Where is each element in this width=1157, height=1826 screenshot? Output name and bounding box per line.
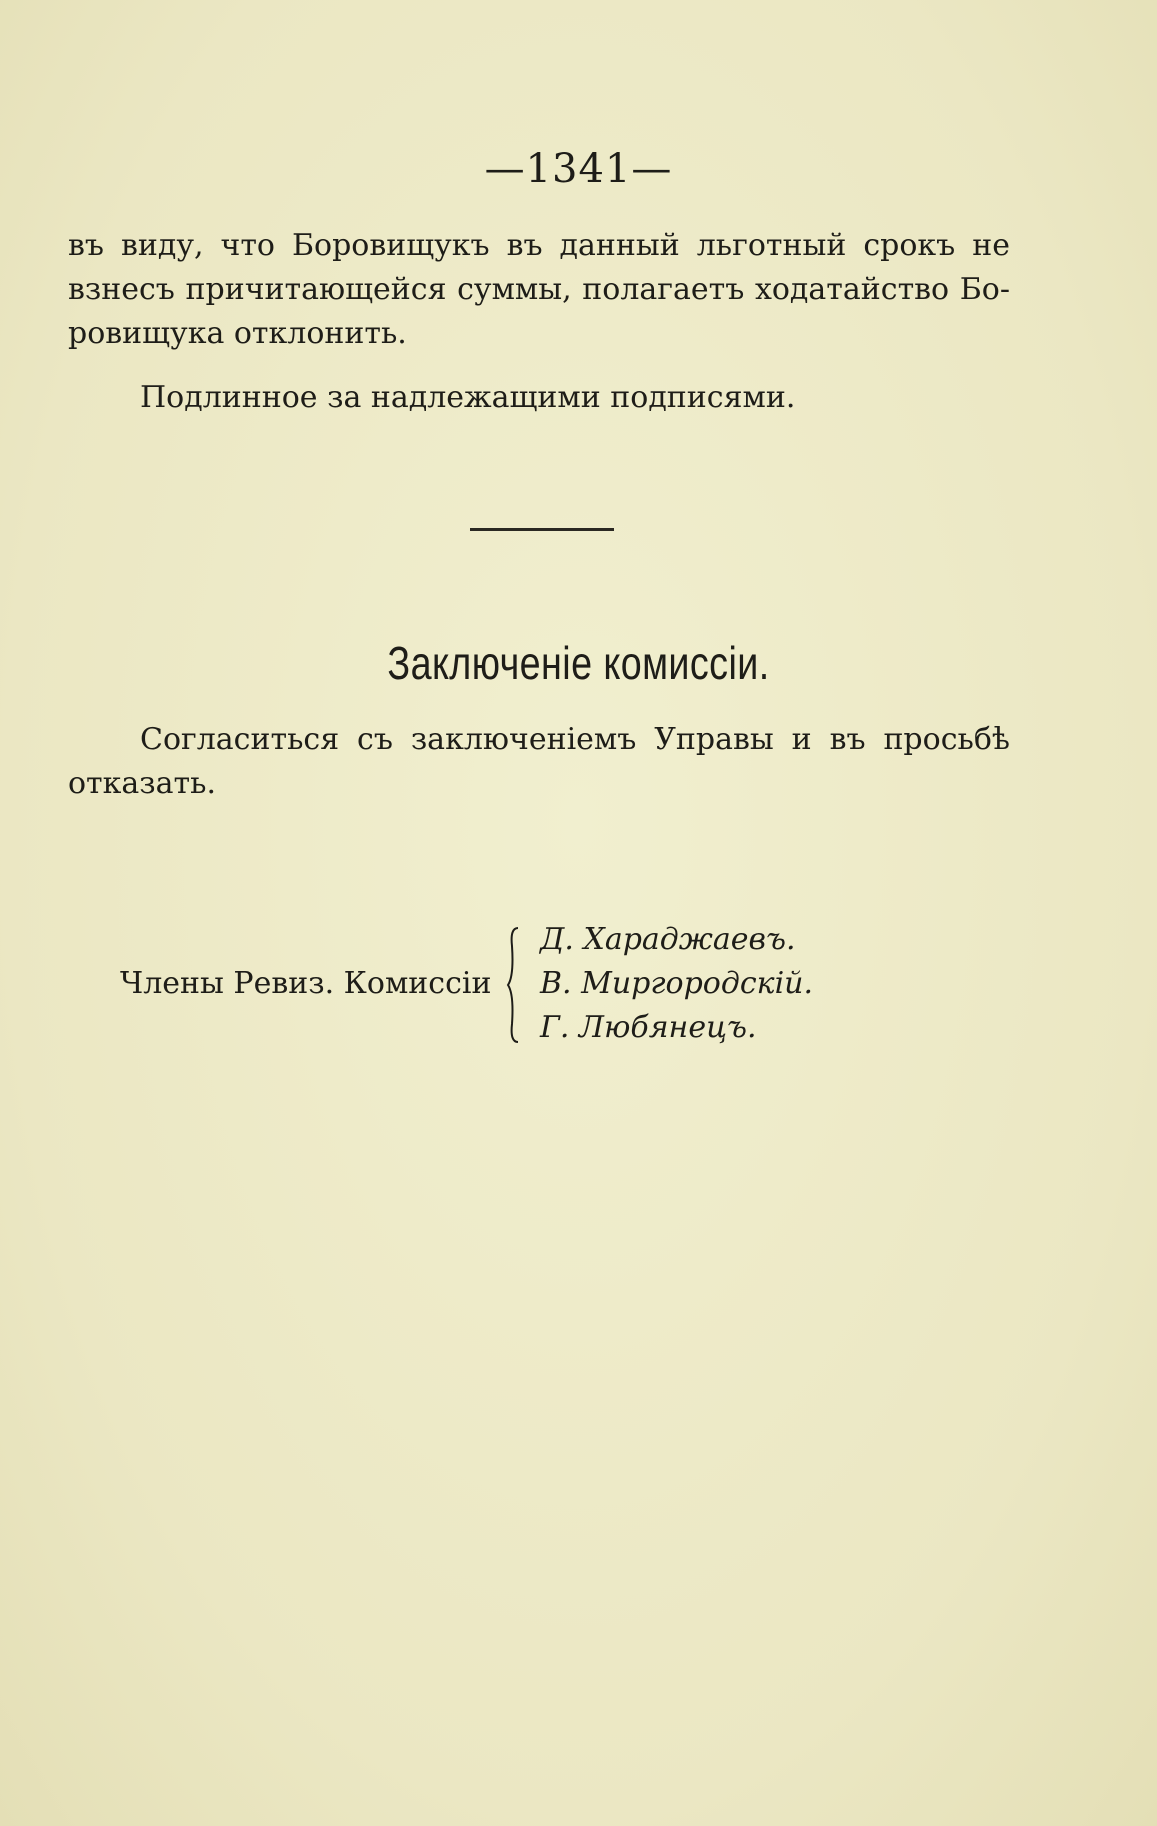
signature-name: Д. Хараджаевъ. [540,922,796,957]
section-title: Заключеніе комиссіи. [387,637,770,689]
signature-block [120,918,940,1050]
signature-names [540,918,813,1050]
paragraph-line: взнесъ причитающейся суммы, полагаетъ ходатайство Бо- [68,272,1010,307]
section-divider [470,528,614,531]
paragraph-line: въ виду, что Боровищукъ въ данный льготный срокъ не [68,228,1010,263]
paragraph-conclusion [68,718,1010,806]
curly-brace-icon [506,926,520,1044]
paragraph-original-signed: Подлинное за надлежащими подписями. [140,380,796,415]
page-number: —1341— [484,146,673,192]
signature-name: Г. Любянецъ. [540,1010,757,1045]
paragraph-line: Согласиться съ заключеніемъ Управы и въ просьбѣ [140,722,1010,757]
paragraph-continuation [68,224,1010,356]
paragraph-line: отказать. [68,766,217,801]
signature-name: В. Миргородскій. [540,966,814,1001]
paragraph-line: ровищука отклонить. [68,316,407,351]
signature-label: Члены Ревиз. Комиссіи [120,966,492,1001]
